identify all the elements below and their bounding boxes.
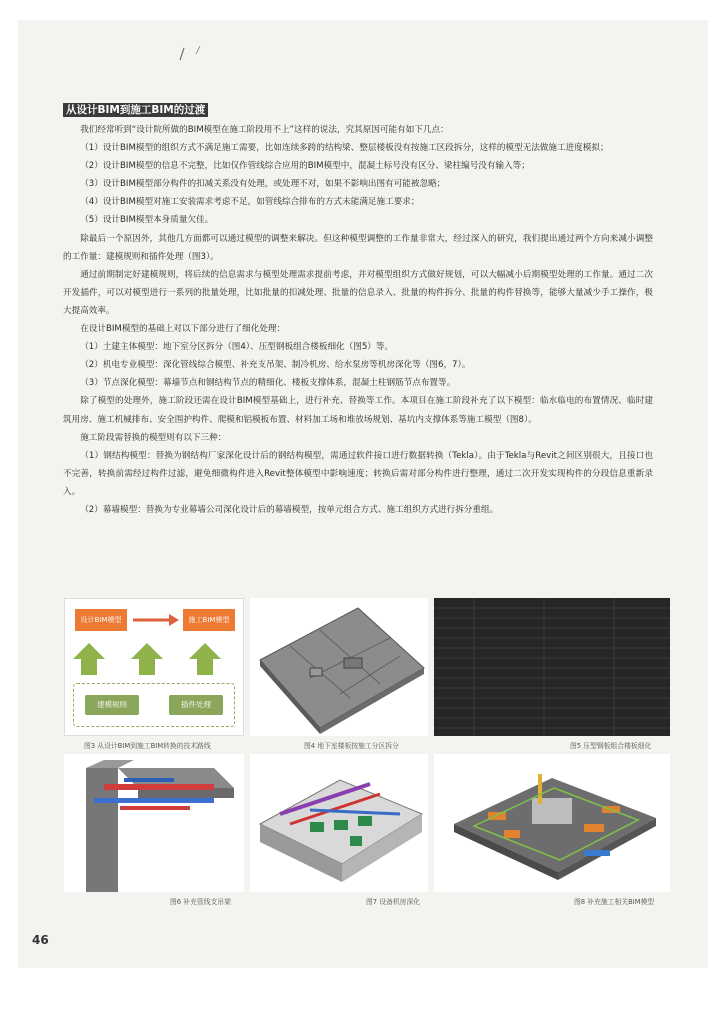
paragraph: （1）钢结构模型：替换为钢结构厂家深化设计后的钢结构模型，需通过软件接口进行数据转换（Tekla）。由于Tekla与Revit之间区别很大，且接口也不完善，转换前需经过构件过滤，避免细微构件进入Revit整体模型中影响速度；转换后需对部分构件进行整理，通过二次开发实现构件的分段信息重新录入。 — [63, 450, 653, 497]
figure-8-caption: 图8 补充施工相关BIM模型 — [574, 898, 655, 906]
basement-slab-image — [250, 598, 428, 736]
paragraph: （2）幕墙模型：替换为专业幕墙公司深化设计后的幕墙模型，按单元组合方式、施工组织方式进行拆分重组。 — [80, 504, 499, 515]
paragraph: （1）设计BIM模型的组织方式不满足施工需要，比如连续多跨的结构梁、整层楼板没有按施工区段拆分，这样的模型无法做施工进度模拟； — [80, 143, 609, 154]
paragraph: （2）机电专业模型：深化管线综合模型、补充支吊架、制冷机房、给水泵房等机房深化等（图6，7）。 — [80, 360, 471, 371]
paragraph: （4）设计BIM模型对施工安装需求考虑不足，如管线综合排布的方式未能满足施工要求； — [80, 197, 420, 208]
figure-7-image — [250, 754, 428, 892]
figure-5-caption: 图5 压型钢板组合楼板细化 — [570, 742, 652, 750]
paragraph: 除了模型的处理外，施工阶段还需在设计BIM模型基础上，进行补充、替换等工作。本项目在施工阶段补充了以下模型：临水临电的布置情况、临时建筑用房、施工机械排布、安全围护构件、爬模和铝模板布置、材料加工场和堆放场规划、基坑内支撑体系等施工模型（图8）。 — [63, 396, 653, 425]
article-body — [63, 121, 653, 519]
paragraph: （2）设计BIM模型的信息不完整，比如仅作管线综合应用的BIM模型中，混凝土标号没有区分、梁柱编号没有输入等； — [80, 161, 530, 172]
figure-6-caption: 图6 补充管线支吊架 — [170, 898, 231, 906]
paragraph: （5）设计BIM模型本身质量欠佳。 — [80, 215, 214, 226]
figure-4-caption: 图4 地下室楼板按施工分区拆分 — [304, 742, 399, 750]
flow-box-modeling-rules: 建模规则 — [85, 695, 139, 715]
flow-box-plugin: 插件处理 — [169, 695, 223, 715]
paragraph: （3）节点深化模型：幕墙节点和钢结构节点的精细化、楼板支撑体系，混凝土柱钢筋节点布置等。 — [80, 378, 456, 389]
paragraph: 通过前期制定好建模规则，将后续的信息需求与模型处理需求提前考虑，并对模型组织方式做好规划，可以大幅减小后期模型处理的工作量。通过二次开发插件，可以对模型进行一系列的批量处理，比如批量的扣减处理、批量的信息录入、批量的构件拆分、批量的构件替换等，能够大量减少手工操作，极大提高效率。 — [63, 269, 653, 316]
figure-6-image — [64, 754, 244, 892]
arrow-right-icon — [131, 613, 181, 627]
flow-box-construction-bim: 施工BIM模型 — [183, 609, 235, 631]
figure-8-image — [434, 754, 670, 892]
figure-7-caption: 图7 设备机房深化 — [366, 898, 421, 906]
site-layout-image — [434, 754, 670, 892]
section-title: 从设计BIM到施工BIM的过渡 — [63, 103, 208, 117]
figure-5-image — [434, 598, 670, 736]
paragraph: （3）设计BIM模型部分构件的扣减关系没有处理，或处理不对，如果不影响出图有可能被忽略； — [80, 179, 446, 190]
page-number: 46 — [32, 933, 49, 947]
steel-deck-image — [434, 598, 670, 736]
figure-row-top — [64, 598, 670, 736]
equipment-room-image — [250, 754, 428, 892]
paragraph: 施工阶段需替换的模型则有以下三种： — [80, 432, 227, 443]
pencil-mark-icon — [170, 42, 210, 66]
paragraph: 我们经常听到“设计院所做的BIM模型在施工阶段用不上”这样的说法，究其原因可能有如下几点： — [80, 125, 449, 135]
up-arrows-icon — [65, 641, 244, 677]
figure-row-bottom — [64, 754, 670, 892]
paragraph: （1）土建主体模型：地下室分区拆分（图4）、压型钢板组合楼板细化（图5）等。 — [80, 342, 394, 353]
figure-4-image — [250, 598, 428, 736]
flow-box-design-bim: 设计BIM模型 — [75, 609, 127, 631]
paragraph: 除最后一个原因外，其他几方面都可以通过模型的调整来解决。但这种模型调整的工作量非常大，经过深入的研究，我们提出通过两个方向来减小调整的工作量：建模规则和插件处理（图3）。 — [63, 233, 653, 262]
figure-3-caption: 图3 从设计BIM到施工BIM转换的技术路线 — [84, 742, 211, 750]
paragraph: 在设计BIM模型的基础上对以下部分进行了细化处理： — [80, 324, 286, 335]
pipe-hanger-image — [64, 754, 244, 892]
figure-3-diagram — [64, 598, 244, 736]
